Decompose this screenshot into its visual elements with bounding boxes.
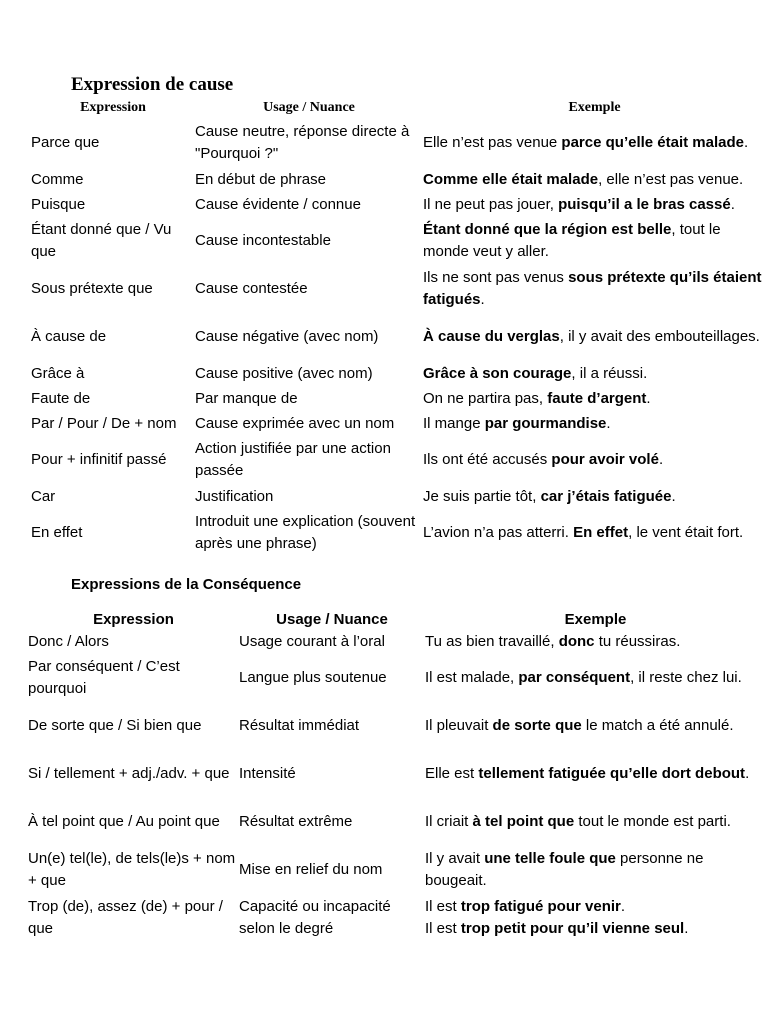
example-highlight: À cause du verglas (423, 328, 560, 345)
table-row (28, 894, 766, 942)
example-text: le match a été annulé. (581, 717, 734, 734)
table-row (31, 361, 766, 386)
table-row (31, 192, 766, 217)
example-cell (423, 167, 766, 192)
table-header-row (31, 97, 766, 119)
example-text: , il reste chez lui. (630, 669, 742, 686)
table-row (28, 798, 766, 846)
example-text: . (684, 920, 689, 937)
example-cell (425, 846, 766, 894)
table-row (31, 509, 766, 557)
example-text: . (606, 414, 611, 432)
expression-cell: Par / Pour / De + nom (31, 414, 177, 432)
example-highlight: pour avoir volé (551, 451, 659, 468)
usage-cell: Usage courant à l’oral (239, 633, 385, 650)
example-cell (425, 702, 766, 750)
table-row (28, 846, 766, 894)
expression-cell: Si / tellement + adj./adv. + que (28, 765, 230, 782)
expression-cell: Donc / Alors (28, 633, 109, 650)
table-header-row (28, 608, 766, 630)
example-cell (423, 411, 766, 436)
consequence-table-body (28, 630, 766, 942)
usage-cell: Introduit une explication (souvent après une phrase) (195, 513, 416, 552)
example-text: Ils ont été accusés (423, 451, 552, 468)
example-highlight: Étant donné que la région est belle (423, 221, 672, 238)
expression-cell: Sous prétexte que (31, 280, 153, 297)
example-text: Il criait (425, 813, 473, 830)
usage-cell: Cause incontestable (195, 232, 331, 249)
example-text: . (480, 291, 485, 308)
example-cell (423, 192, 766, 217)
usage-cell: Action justifiée par une action passée (195, 440, 391, 479)
example-text: L’avion n’a pas atterri. (423, 524, 574, 541)
usage-cell: Cause évidente / connue (195, 195, 361, 213)
example-text: . (620, 898, 626, 915)
example-highlight: par conséquent (518, 669, 631, 686)
usage-cell: En début de phrase (195, 170, 326, 188)
table-row (31, 484, 766, 509)
example-highlight: Grâce à son courage (423, 364, 572, 382)
usage-cell: Cause contestée (195, 280, 308, 297)
expression-cell: Comme (31, 170, 84, 188)
usage-cell: Résultat immédiat (239, 717, 360, 734)
usage-cell: Cause neutre, réponse directe à "Pourquoi ?" (195, 123, 410, 162)
usage-cell: Langue plus soutenue (239, 669, 387, 686)
example-highlight: En effet (573, 524, 629, 541)
example-highlight: tellement fatiguée qu’elle dort debout (478, 765, 746, 782)
expression-cell: Faute de (31, 389, 91, 407)
example-highlight: puisqu’il a le bras cassé (558, 195, 731, 213)
expression-cell: À tel point que / Au point que (28, 813, 220, 830)
table-row (31, 436, 766, 484)
expression-cell: Puisque (31, 195, 86, 213)
example-cell (423, 484, 766, 509)
example-cell (423, 265, 766, 313)
usage-cell: Cause exprimée avec un nom (195, 414, 395, 432)
usage-cell: Justification (195, 487, 274, 505)
expression-cell: À cause de (31, 328, 107, 345)
example-text: Elle n’est pas venue (423, 134, 562, 151)
cause-table-body (31, 119, 766, 557)
column-header-usage: Usage / Nuance (263, 100, 355, 115)
example-text: Il pleuvait (425, 717, 493, 734)
example-text: . (671, 487, 676, 505)
example-highlight: par gourmandise (484, 414, 607, 432)
expression-cell: Grâce à (31, 364, 85, 382)
example-highlight: faute d’argent (547, 389, 647, 407)
usage-cell: Par manque de (195, 389, 298, 407)
example-text: Ils ne sont pas venus (423, 269, 569, 286)
expression-cell: Par conséquent / C’est pourquoi (28, 658, 180, 697)
example-text: Il mange (423, 414, 485, 432)
example-text: personne ne bougeait. (425, 850, 704, 889)
example-highlight: trop petit pour qu’il vienne seul (460, 920, 685, 937)
expression-cell: Trop (de), assez (de) + pour / que (28, 898, 223, 937)
example-highlight: trop fatigué pour venir (460, 898, 621, 915)
example-text: Il ne peut pas jouer, (423, 195, 559, 213)
example-text: Tu as bien travaillé, (425, 633, 559, 650)
example-text: Elle est (425, 765, 479, 782)
expression-cell: Parce que (31, 134, 100, 151)
usage-cell: Résultat extrême (239, 813, 353, 830)
example-highlight: une telle foule que (484, 850, 616, 867)
expression-cell: Car (31, 487, 56, 505)
example-cell (423, 313, 766, 361)
example-text: Il est malade, (425, 669, 519, 686)
table-row (31, 386, 766, 411)
consequence-table (28, 608, 766, 942)
example-highlight: car j’étais fatiguée (540, 487, 672, 505)
table-row (31, 411, 766, 436)
example-text: , elle n’est pas venue. (598, 170, 744, 188)
example-highlight: à tel point que (472, 813, 575, 830)
example-text: , tout le monde veut y aller. (423, 221, 721, 260)
example-cell (423, 361, 766, 386)
table-row (31, 119, 766, 167)
usage-cell: Mise en relief du nom (239, 861, 383, 878)
example-highlight: de sorte que (492, 717, 582, 734)
example-text: Je suis partie tôt, (423, 487, 541, 505)
example-text: , le vent était fort. (628, 524, 744, 541)
example-cell (423, 217, 766, 265)
example-cell (425, 750, 766, 798)
table-row (31, 217, 766, 265)
example-cell (423, 386, 766, 411)
example-cell (425, 798, 766, 846)
example-text: , il a réussi. (571, 364, 648, 382)
example-text: . (646, 389, 651, 407)
example-text: Il est (425, 920, 461, 937)
example-text: Il y avait (425, 850, 485, 867)
example-cell (423, 119, 766, 167)
column-header-example: Exemple (568, 100, 621, 115)
cause-table (31, 97, 766, 557)
expression-cell: Un(e) tel(le), de tels(le)s + nom + que (28, 850, 236, 889)
column-header-expression: Expression (80, 100, 146, 115)
column-header-usage: Usage / Nuance (276, 610, 388, 628)
example-cell (423, 509, 766, 557)
example-text: Il est (425, 898, 461, 915)
example-highlight: Comme elle était malade (423, 170, 599, 188)
example-cell (425, 654, 766, 702)
table-row (28, 750, 766, 798)
usage-cell: Cause positive (avec nom) (195, 364, 373, 382)
table-row (28, 654, 766, 702)
expression-cell: Étant donné que / Vu que (31, 221, 172, 260)
example-text: . (744, 134, 749, 151)
section-title-cause: Expression de cause (71, 74, 234, 95)
example-text: . (658, 451, 664, 468)
column-header-expression: Expression (93, 610, 174, 628)
example-highlight: sous prétexte qu’ils étaient fatigués (423, 269, 762, 308)
expression-cell: De sorte que / Si bien que (28, 717, 202, 734)
column-header-example: Exemple (564, 610, 627, 628)
table-row (28, 702, 766, 750)
expression-cell: Pour + infinitif passé (31, 451, 167, 468)
example-highlight: donc (558, 633, 595, 650)
example-cell (425, 630, 766, 654)
table-row (31, 265, 766, 313)
table-row (28, 630, 766, 654)
usage-cell: Intensité (239, 765, 296, 782)
example-highlight: parce qu’elle était malade (561, 134, 744, 151)
example-text: . (730, 195, 735, 213)
example-text: , il y avait des embouteillages. (559, 328, 760, 345)
example-cell (423, 436, 766, 484)
example-cell (425, 894, 766, 942)
example-text: . (745, 765, 750, 782)
section-title-consequence: Expressions de la Conséquence (71, 576, 302, 593)
table-row (31, 313, 766, 361)
table-row (31, 167, 766, 192)
example-text: tu réussiras. (594, 633, 681, 650)
usage-cell: Cause négative (avec nom) (195, 328, 379, 345)
example-text: On ne partira pas, (423, 389, 548, 407)
expression-cell: En effet (31, 524, 83, 541)
example-text: tout le monde est parti. (574, 813, 731, 830)
usage-cell: Capacité ou incapacité selon le degré (239, 898, 391, 937)
